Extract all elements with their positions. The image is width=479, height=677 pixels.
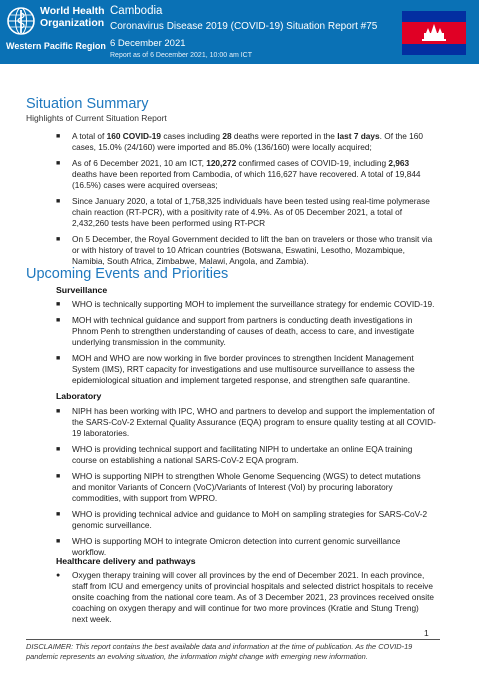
list-item-text: NIPH has been working with IPC, WHO and partners to develop and support the implementation of the SARS-CoV-2 External Quality Assurance (EQA) program to ensure quality testing at all COVID-19 laboratories. (72, 406, 436, 438)
summary-list (56, 131, 436, 272)
text: Since January 2020, a total of 1,758,325 individuals have been tested using real-time polymerase chain reaction (RT-PCR), with a positivity rate of 4.9%. As of 05 December 2021, a total of 2,432,260 tests have been performed using RT-PCR (72, 196, 430, 228)
situation-summary-heading: Situation Summary (26, 96, 149, 112)
list-item (56, 299, 436, 310)
who-emblem-icon (6, 6, 36, 36)
report-title: Coronavirus Disease 2019 (COVID-19) Situation Report #75 (110, 21, 378, 32)
text: On 5 December, the Royal Government decided to lift the ban on travelers or those who transit via or with history of travel to 10 African countries (Botswana, Eswatini, Lesotho, Mozambique, Namibia, South Africa, Zimbabwe, Malawi, Angola, and Zambia). (72, 234, 433, 266)
list-item-text: Oxygen therapy training will cover all provinces by the end of December 2021. In each province, staff from ICU and emergency units of provincial hospitals and selected district hospitals to receive onsite coaching from the national core team. As of 3 December 2021, 23 provinces received onsite coaching on oxygen therapy and will continue for two more provinces (Kratie and Stung Treng) next week. (72, 570, 435, 624)
bold-text: 120,272 (206, 158, 237, 168)
list-item (56, 158, 436, 191)
healthcare-heading: Healthcare delivery and pathways (56, 556, 196, 566)
page-number: 1 (424, 628, 429, 638)
list-item (56, 570, 436, 625)
bullet-icon: ■ (56, 538, 61, 545)
laboratory-list (56, 406, 436, 563)
bullet-icon: ■ (56, 133, 61, 140)
bullet-icon: ■ (56, 473, 61, 480)
upcoming-events-heading: Upcoming Events and Priorities (26, 266, 229, 282)
text: deaths were reported in the (231, 131, 338, 141)
text: deaths have been reported from Cambodia, of which 116,627 have recovered. A total of 19,844 (16.5%) cases were acquired overseas; (72, 169, 421, 190)
surveillance-list (56, 299, 436, 391)
report-date: 6 December 2021 (110, 38, 186, 49)
list-item-text: MOH and WHO are now working in five border provinces to strengthen Incident Management System (IMS), RRT capacity for investigations and use multisource surveillance to assess the epidemiological situation and implement targeted response, and strengthen safe quarantine. (72, 353, 415, 385)
bullet-icon: ● (56, 572, 61, 579)
list-item-text: WHO is providing technical support and facilitating NIPH to undertake an online EQA training course on establishing a national SARS-CoV-2 EQA program. (72, 444, 413, 465)
report-header (0, 0, 479, 64)
cambodia-flag-icon (402, 11, 466, 55)
list-item (56, 444, 436, 466)
bullet-icon: ■ (56, 160, 61, 167)
list-item (56, 509, 436, 531)
list-item-text: MOH with technical guidance and support from partners is conducting death investigations in Phnom Penh to strengthen understanding of causes of death, access to care, and investigate underlying transmission in the community. (72, 315, 415, 347)
healthcare-list (56, 570, 436, 630)
bullet-icon: ■ (56, 317, 61, 324)
bullet-icon: ■ (56, 446, 61, 453)
text: As of 6 December 2021, 10 am ICT, (72, 158, 207, 168)
list-item-text: WHO is technically supporting MOH to implement the surveillance strategy for endemic COVID-19. (72, 299, 435, 309)
list-item (56, 471, 436, 504)
who-region: Western Pacific Region (6, 41, 106, 51)
list-item-text: WHO is providing technical advice and guidance to MoH on sampling strategies for SARS-CoV-2 genomic surveillance. (72, 509, 428, 530)
list-item-text: WHO is supporting MOH to integrate Omicron detection into current genomic surveillance workflow. (72, 536, 401, 557)
summary-subheading: Highlights of Current Situation Report (26, 113, 167, 123)
text: confirmed cases of COVID-19, including (236, 158, 389, 168)
text: cases including (161, 131, 223, 141)
bullet-icon: ■ (56, 511, 61, 518)
list-item (56, 406, 436, 439)
list-item (56, 353, 436, 386)
list-item-text: WHO is supporting NIPH to strengthen Whole Genome Sequencing (WGS) to detect mutations and monitor Variants of Concern (VoC)/Variants of Interest (VoI) by procuring laboratory commodities, with support from WPRO. (72, 471, 421, 503)
bold-text: 28 (222, 131, 232, 141)
bold-text: 2,963 (388, 158, 410, 168)
org-line2: Organization (40, 16, 105, 29)
list-item (56, 196, 436, 229)
text: . Of the 160 cases, 15.0% (24/160) were imported and 85.0% (136/160) were locally acquired; (72, 131, 424, 152)
bullet-icon: ■ (56, 236, 61, 243)
report-as-of: Report as of 6 December 2021, 10:00 am ICT (110, 52, 253, 59)
disclaimer-text: DISCLAIMER: This report contains the best available data and information at the time of publication. As the COVID-19 pandemic represents an evolving situation, the information might change with emerging new information. (26, 642, 413, 661)
list-item (56, 234, 436, 267)
list-item (56, 315, 436, 348)
bullet-icon: ■ (56, 408, 61, 415)
footer-divider (26, 639, 440, 640)
text: A total of (72, 131, 107, 141)
bold-text: 160 COVID-19 (106, 131, 162, 141)
who-org-name (40, 6, 105, 29)
list-item (56, 536, 436, 558)
bullet-icon: ■ (56, 301, 61, 308)
org-line1: World Health (40, 5, 105, 17)
country-name: Cambodia (110, 5, 163, 17)
bold-text: last 7 days (337, 131, 380, 141)
list-item (56, 131, 436, 153)
bullet-icon: ■ (56, 198, 61, 205)
laboratory-heading: Laboratory (56, 391, 102, 401)
surveillance-heading: Surveillance (56, 285, 108, 295)
bullet-icon: ■ (56, 355, 61, 362)
